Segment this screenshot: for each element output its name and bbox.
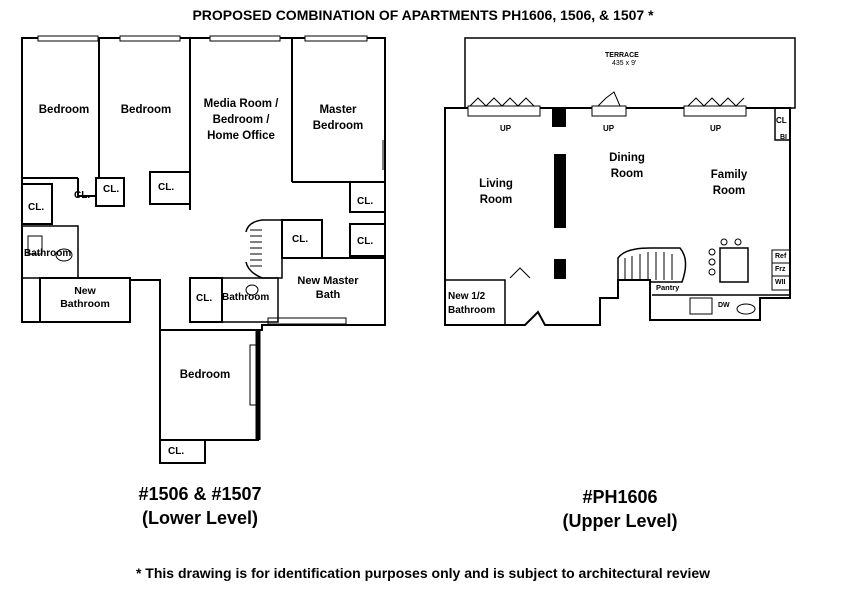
room-label-bedroom-3: Bedroom [179,369,231,381]
closet-label: CL. [103,184,120,195]
up-label: UP [710,124,722,133]
upper-level-caption-sub: (Upper Level) [562,511,678,531]
closet-label: CL [776,116,787,125]
terrace-label: TERRACE [605,52,639,59]
room-label-bedroom-1: Bedroom [38,104,90,116]
footnote: * This drawing is for identification purposes only and is subject to architectural review [135,565,711,581]
room-label-media-room: Media Room / Bedroom / Home Office [203,98,279,142]
room-label-family-room: Family Room [710,169,748,197]
closet-label: CL. [28,202,45,213]
lower-level-caption-sub: (Lower Level) [141,508,259,528]
dw-label: DW [718,302,730,309]
pantry-label: Pantry [656,283,680,292]
terrace-size-label: 435 x 9' [612,60,637,67]
room-label-new-bathroom: New Bathroom [60,285,110,310]
lower-level-caption-number: #1506 & #1507 [138,484,262,504]
appliance-wii-label: WII [775,279,786,286]
bi-label: BI [780,134,787,141]
terrace-outline [465,38,795,108]
up-label: UP [603,124,615,133]
appliance-frz-label: Frz [775,266,786,273]
closet-label: CL. [357,236,374,247]
upper-level-caption-number: #PH1606 [582,487,658,507]
room-label-dining-room: Dining Room [609,152,645,180]
closet-label: CL. [196,293,213,304]
closet-label: CL. [74,190,91,201]
closet-label: CL. [292,234,309,245]
room-label-new-master-bath: New Master Bath [297,275,359,301]
plan-title: PROPOSED COMBINATION OF APARTMENTS PH1606, 1506, & 1507 * [192,7,654,23]
room-label-master-bedroom: Master Bedroom [312,104,364,132]
closet-label: CL. [168,446,185,457]
up-label: UP [500,124,512,133]
room-label-living-room: Living Room [479,178,513,206]
room-label-bathroom-left: Bathroom [24,248,72,259]
room-label-bedroom-2: Bedroom [120,104,172,116]
closet-label: CL. [357,196,374,207]
closet-label: CL. [158,182,175,193]
room-label-half-bath: New 1/2 Bathroom [448,291,496,316]
room-label-bathroom-mid: Bathroom [222,292,270,303]
appliance-ref-label: Ref [775,253,787,260]
